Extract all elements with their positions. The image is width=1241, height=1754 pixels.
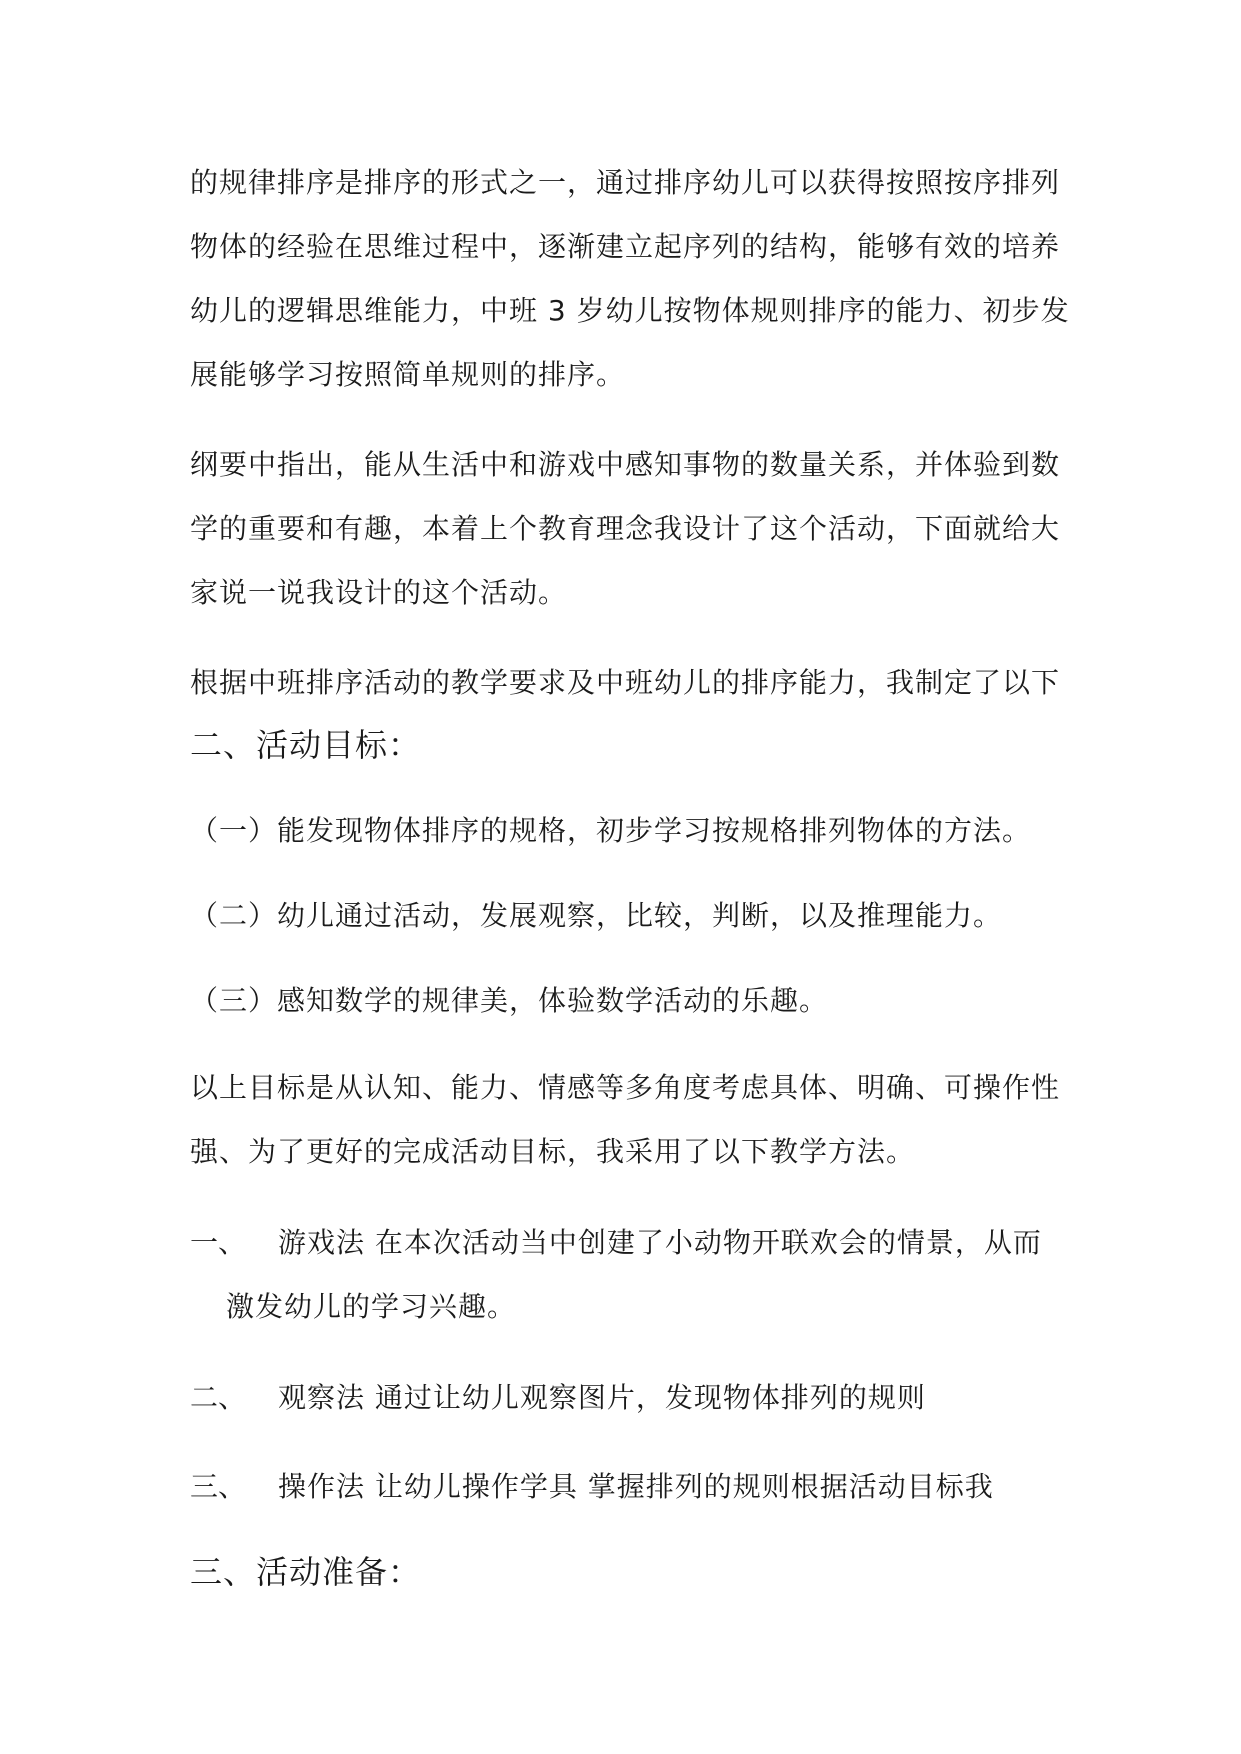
method-text-continued: 激发幼儿的学习兴趣。 bbox=[226, 1290, 517, 1323]
paragraph-line: 物体的经验在思维过程中，逐渐建立起序列的结构，能够有效的培养 bbox=[190, 230, 1061, 263]
method-text: 游戏法 在本次活动当中创建了小动物开联欢会的情景，从而 bbox=[278, 1226, 1042, 1259]
paragraph-line: 纲要中指出，能从生活中和游戏中感知事物的数量关系，并体验到数 bbox=[190, 448, 1061, 481]
method-number: 二、 bbox=[190, 1381, 247, 1414]
method-text: 操作法 让幼儿操作学具 掌握排列的规则根据活动目标我 bbox=[278, 1470, 994, 1503]
paragraph-line: 的规律排序是排序的形式之一，通过排序幼儿可以获得按照按序排列 bbox=[190, 166, 1061, 199]
paragraph-line: 家说一说我设计的这个活动。 bbox=[190, 576, 568, 609]
paragraph-line: 以上目标是从认知、能力、情感等多角度考虑具体、明确、可操作性 bbox=[190, 1071, 1061, 1104]
paragraph-line: 强、为了更好的完成活动目标，我采用了以下教学方法。 bbox=[190, 1135, 916, 1168]
method-number: 三、 bbox=[190, 1470, 247, 1503]
section-heading-goals: 二、活动目标： bbox=[190, 726, 422, 764]
method-text: 观察法 通过让幼儿观察图片，发现物体排列的规则 bbox=[278, 1381, 926, 1414]
paragraph-line: 幼儿的逻辑思维能力，中班 3 岁幼儿按物体规则排序的能力、初步发 bbox=[190, 294, 1070, 327]
paragraph-line: 学的重要和有趣，本着上个教育理念我设计了这个活动，下面就给大 bbox=[190, 512, 1061, 545]
section-heading-preparation: 三、活动准备： bbox=[190, 1553, 422, 1591]
goal-item: （一）能发现物体排序的规格，初步学习按规格排列物体的方法。 bbox=[190, 814, 1032, 847]
goal-item: （三）感知数学的规律美，体验数学活动的乐趣。 bbox=[190, 984, 829, 1017]
paragraph-line: 根据中班排序活动的教学要求及中班幼儿的排序能力，我制定了以下 bbox=[190, 666, 1061, 699]
goal-item: （二）幼儿通过活动，发展观察，比较，判断，以及推理能力。 bbox=[190, 899, 1003, 932]
paragraph-line: 展能够学习按照简单规则的排序。 bbox=[190, 358, 626, 391]
method-number: 一、 bbox=[190, 1226, 247, 1259]
